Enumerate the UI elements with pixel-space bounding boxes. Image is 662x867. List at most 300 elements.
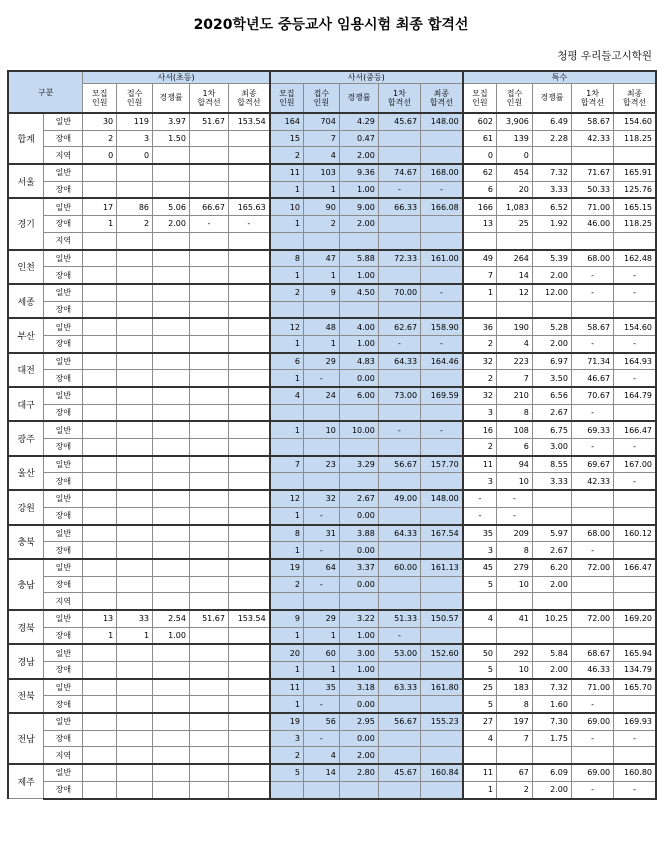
- table-cell: [189, 644, 228, 661]
- table-cell: [421, 730, 463, 747]
- table-cell: 125.76: [614, 181, 656, 198]
- table-cell: [228, 181, 269, 198]
- row-type: 장애: [44, 181, 83, 198]
- table-cell: 119: [117, 113, 153, 130]
- table-cell: [83, 781, 117, 798]
- table-row: [8, 318, 656, 335]
- table-cell: [83, 370, 117, 387]
- table-cell: 1.00: [339, 662, 378, 679]
- table-cell: 15: [270, 130, 304, 147]
- row-type: 일반: [44, 284, 83, 301]
- region-name: 충남: [8, 559, 44, 610]
- table-cell: 6.09: [532, 764, 571, 781]
- table-cell: 1: [270, 267, 304, 284]
- table-cell: 134.79: [614, 662, 656, 679]
- table-cell: 9.36: [339, 164, 378, 181]
- table-cell: [83, 747, 117, 764]
- page-title: 2020학년도 중등교사 임용시험 최종 합격선: [193, 17, 469, 33]
- table-cell: [117, 542, 153, 559]
- table-cell: 25: [497, 216, 533, 233]
- table-cell: [303, 439, 339, 456]
- table-cell: 56.67: [378, 456, 420, 473]
- table-cell: [189, 181, 228, 198]
- table-cell: [153, 644, 190, 661]
- table-cell: [421, 130, 463, 147]
- table-cell: 6.97: [532, 353, 571, 370]
- table-cell: [339, 781, 378, 798]
- table-cell: 67: [497, 764, 533, 781]
- table-cell: 10: [497, 662, 533, 679]
- table-cell: [153, 542, 190, 559]
- table-cell: 6.00: [339, 387, 378, 404]
- table-cell: 152.60: [421, 644, 463, 661]
- table-cell: [339, 473, 378, 490]
- table-cell: 2: [270, 147, 304, 164]
- table-cell: [532, 627, 571, 644]
- table-cell: 1: [303, 181, 339, 198]
- table-cell: [228, 679, 269, 696]
- table-cell: [117, 713, 153, 730]
- table-cell: [378, 696, 420, 713]
- table-row: [8, 353, 656, 370]
- table-cell: 153.54: [228, 610, 269, 627]
- table-cell: [153, 559, 190, 576]
- table-cell: [153, 250, 190, 267]
- header-col: 모집 인원: [83, 84, 117, 114]
- table-cell: [117, 370, 153, 387]
- table-cell: [117, 387, 153, 404]
- table-cell: 11: [270, 164, 304, 181]
- table-cell: -: [303, 576, 339, 593]
- table-row: [8, 662, 656, 679]
- table-cell: [153, 764, 190, 781]
- table-cell: 1: [270, 370, 304, 387]
- table-cell: 42.33: [571, 130, 613, 147]
- table-cell: [571, 301, 613, 318]
- table-cell: [189, 576, 228, 593]
- table-cell: [421, 696, 463, 713]
- table-cell: [421, 542, 463, 559]
- table-cell: [153, 301, 190, 318]
- table-cell: [532, 593, 571, 610]
- table-cell: 25: [463, 679, 497, 696]
- table-cell: [117, 679, 153, 696]
- table-cell: 2.00: [532, 335, 571, 352]
- table-cell: 13: [83, 610, 117, 627]
- table-cell: 0.00: [339, 576, 378, 593]
- table-cell: [117, 781, 153, 798]
- table-cell: [378, 576, 420, 593]
- table-cell: [189, 456, 228, 473]
- table-cell: 10: [303, 421, 339, 438]
- table-cell: [153, 696, 190, 713]
- table-cell: [497, 747, 533, 764]
- header-col: 최종 합격선: [614, 84, 656, 114]
- table-cell: [228, 267, 269, 284]
- table-row: [8, 610, 656, 627]
- table-cell: [117, 421, 153, 438]
- table-cell: [117, 662, 153, 679]
- row-type: 장애: [44, 627, 83, 644]
- table-cell: 14: [303, 764, 339, 781]
- table-cell: 3.22: [339, 610, 378, 627]
- table-cell: 1.75: [532, 730, 571, 747]
- table-cell: [83, 456, 117, 473]
- table-cell: 41: [497, 610, 533, 627]
- table-cell: [117, 525, 153, 542]
- region-name: 울산: [8, 456, 44, 490]
- table-cell: 5: [463, 662, 497, 679]
- table-cell: 6.20: [532, 559, 571, 576]
- table-cell: 71.00: [571, 198, 613, 215]
- table-cell: 7: [497, 370, 533, 387]
- table-cell: 5.28: [532, 318, 571, 335]
- table-cell: 50: [463, 644, 497, 661]
- table-cell: 3.00: [339, 644, 378, 661]
- table-cell: [571, 490, 613, 507]
- table-cell: [83, 559, 117, 576]
- table-cell: 148.00: [421, 113, 463, 130]
- table-cell: [303, 301, 339, 318]
- table-cell: [189, 387, 228, 404]
- table-cell: 2.67: [532, 542, 571, 559]
- table-cell: -: [378, 181, 420, 198]
- table-cell: [339, 439, 378, 456]
- table-cell: [614, 301, 656, 318]
- table-row: [8, 490, 656, 507]
- table-cell: 7.32: [532, 164, 571, 181]
- table-cell: 1: [270, 335, 304, 352]
- table-cell: [117, 644, 153, 661]
- row-type: 일반: [44, 610, 83, 627]
- table-cell: [339, 301, 378, 318]
- table-cell: 3: [270, 730, 304, 747]
- table-cell: 292: [497, 644, 533, 661]
- table-cell: 10: [497, 576, 533, 593]
- table-cell: 0.47: [339, 130, 378, 147]
- table-row: [8, 113, 656, 130]
- table-cell: [189, 301, 228, 318]
- table-cell: [117, 284, 153, 301]
- table-cell: 168.00: [421, 164, 463, 181]
- table-cell: [378, 781, 420, 798]
- row-type: 장애: [44, 335, 83, 352]
- table-cell: [153, 232, 190, 249]
- table-cell: 118.25: [614, 216, 656, 233]
- table-cell: 0: [463, 147, 497, 164]
- table-cell: 3.37: [339, 559, 378, 576]
- table-cell: 56: [303, 713, 339, 730]
- table-cell: [378, 593, 420, 610]
- table-row: [8, 713, 656, 730]
- table-row: [8, 216, 656, 233]
- table-cell: [614, 232, 656, 249]
- table-cell: [117, 507, 153, 524]
- table-cell: 139: [497, 130, 533, 147]
- header-col: 접수 인원: [303, 84, 339, 114]
- table-cell: 3.29: [339, 456, 378, 473]
- row-type: 장애: [44, 473, 83, 490]
- table-cell: 223: [497, 353, 533, 370]
- table-cell: [228, 130, 269, 147]
- table-cell: [228, 353, 269, 370]
- table-cell: [532, 507, 571, 524]
- region-name: 광주: [8, 421, 44, 455]
- table-cell: 46.33: [571, 662, 613, 679]
- table-cell: [339, 593, 378, 610]
- table-cell: [228, 644, 269, 661]
- table-cell: [497, 627, 533, 644]
- table-cell: 9: [303, 284, 339, 301]
- table-cell: 2: [117, 216, 153, 233]
- table-cell: 2.54: [153, 610, 190, 627]
- table-cell: [153, 387, 190, 404]
- table-cell: [117, 696, 153, 713]
- header-group-1: 사서(중등): [270, 71, 463, 84]
- table-cell: 1: [303, 662, 339, 679]
- table-cell: [421, 267, 463, 284]
- table-cell: [83, 318, 117, 335]
- table-cell: [117, 747, 153, 764]
- table-cell: [421, 747, 463, 764]
- table-cell: 1.50: [153, 130, 190, 147]
- table-cell: -: [303, 696, 339, 713]
- region-name: 제주: [8, 764, 44, 798]
- table-cell: 6: [497, 439, 533, 456]
- table-cell: 71.00: [571, 679, 613, 696]
- table-cell: 167.00: [614, 456, 656, 473]
- table-cell: 51.67: [189, 610, 228, 627]
- table-row: [8, 627, 656, 644]
- table-cell: 1.00: [339, 181, 378, 198]
- table-row: [8, 164, 656, 181]
- row-type: 일반: [44, 353, 83, 370]
- region-name: 경북: [8, 610, 44, 644]
- table-cell: 1: [270, 542, 304, 559]
- table-row: [8, 267, 656, 284]
- table-cell: [83, 679, 117, 696]
- table-cell: [189, 250, 228, 267]
- table-cell: [303, 404, 339, 421]
- table-cell: [117, 353, 153, 370]
- table-cell: 118.25: [614, 130, 656, 147]
- table-cell: [189, 627, 228, 644]
- table-cell: 0.00: [339, 507, 378, 524]
- table-cell: 4: [303, 147, 339, 164]
- table-cell: 12: [270, 490, 304, 507]
- table-cell: 162.48: [614, 250, 656, 267]
- table-cell: [83, 730, 117, 747]
- table-cell: 33: [117, 610, 153, 627]
- table-cell: 10: [497, 473, 533, 490]
- table-cell: 454: [497, 164, 533, 181]
- table-row: [8, 507, 656, 524]
- table-cell: [117, 456, 153, 473]
- table-cell: 2: [497, 781, 533, 798]
- table-cell: [117, 593, 153, 610]
- table-cell: 20: [497, 181, 533, 198]
- table-cell: [421, 627, 463, 644]
- table-cell: [153, 679, 190, 696]
- table-cell: 72.00: [571, 559, 613, 576]
- table-cell: [228, 404, 269, 421]
- table-cell: [421, 593, 463, 610]
- table-cell: [228, 370, 269, 387]
- table-cell: [228, 164, 269, 181]
- table-cell: [189, 335, 228, 352]
- table-cell: 157.70: [421, 456, 463, 473]
- table-cell: 8: [270, 250, 304, 267]
- header-gubun: 구분: [8, 71, 83, 113]
- table-cell: -: [189, 216, 228, 233]
- table-cell: [117, 181, 153, 198]
- table-cell: -: [571, 696, 613, 713]
- table-cell: 4: [463, 610, 497, 627]
- table-cell: [378, 216, 420, 233]
- header-col: 최종 합격선: [228, 84, 269, 114]
- table-cell: 27: [463, 713, 497, 730]
- row-type: 장애: [44, 730, 83, 747]
- table-cell: [421, 439, 463, 456]
- table-cell: 58.67: [571, 113, 613, 130]
- table-cell: 42.33: [571, 473, 613, 490]
- table-cell: [153, 473, 190, 490]
- table-cell: 161.80: [421, 679, 463, 696]
- table-cell: [189, 267, 228, 284]
- table-cell: [571, 593, 613, 610]
- row-type: 일반: [44, 421, 83, 438]
- table-cell: 5.39: [532, 250, 571, 267]
- table-cell: [189, 696, 228, 713]
- table-cell: [117, 335, 153, 352]
- row-type: 장애: [44, 662, 83, 679]
- table-cell: 1: [270, 662, 304, 679]
- table-cell: -: [571, 267, 613, 284]
- table-cell: [189, 781, 228, 798]
- table-cell: [421, 473, 463, 490]
- table-cell: 4: [463, 730, 497, 747]
- table-cell: 2.00: [532, 781, 571, 798]
- table-cell: 1: [270, 181, 304, 198]
- row-type: 지역: [44, 232, 83, 249]
- table-cell: 0.00: [339, 542, 378, 559]
- table-row: [8, 147, 656, 164]
- row-type: 지역: [44, 593, 83, 610]
- table-cell: [228, 250, 269, 267]
- table-cell: [153, 730, 190, 747]
- table-cell: [378, 439, 420, 456]
- table-cell: -: [571, 284, 613, 301]
- table-row: [8, 559, 656, 576]
- header-group-0: 사서(초등): [83, 71, 270, 84]
- table-row: [8, 764, 656, 781]
- table-cell: [153, 662, 190, 679]
- table-cell: 164.46: [421, 353, 463, 370]
- table-cell: 46.67: [571, 370, 613, 387]
- table-cell: [270, 301, 304, 318]
- table-cell: 3: [463, 542, 497, 559]
- table-cell: -: [571, 542, 613, 559]
- table-cell: [378, 747, 420, 764]
- table-cell: 3.50: [532, 370, 571, 387]
- table-row: [8, 181, 656, 198]
- table-cell: [614, 542, 656, 559]
- table-cell: [189, 318, 228, 335]
- table-cell: [303, 593, 339, 610]
- table-cell: [189, 353, 228, 370]
- table-cell: 2.80: [339, 764, 378, 781]
- table-cell: 161.00: [421, 250, 463, 267]
- results-table: [7, 70, 657, 800]
- table-cell: [83, 335, 117, 352]
- table-cell: [228, 421, 269, 438]
- table-cell: 12: [270, 318, 304, 335]
- table-cell: 71.67: [571, 164, 613, 181]
- table-cell: [189, 404, 228, 421]
- table-cell: 2.00: [153, 216, 190, 233]
- table-cell: 8.55: [532, 456, 571, 473]
- table-cell: 1.00: [339, 267, 378, 284]
- table-row: [8, 284, 656, 301]
- table-cell: 1.00: [153, 627, 190, 644]
- table-cell: 0.00: [339, 696, 378, 713]
- row-type: 일반: [44, 456, 83, 473]
- table-cell: 71.34: [571, 353, 613, 370]
- table-cell: 1: [83, 627, 117, 644]
- table-cell: [153, 335, 190, 352]
- table-cell: 0: [117, 147, 153, 164]
- table-cell: 24: [303, 387, 339, 404]
- table-cell: 154.60: [614, 113, 656, 130]
- table-cell: [614, 490, 656, 507]
- table-cell: 20: [270, 644, 304, 661]
- table-cell: 2.67: [532, 404, 571, 421]
- table-cell: 4: [497, 335, 533, 352]
- header-col: 경쟁률: [532, 84, 571, 114]
- table-cell: 209: [497, 525, 533, 542]
- table-cell: 1: [303, 627, 339, 644]
- row-type: 일반: [44, 198, 83, 215]
- table-cell: [378, 404, 420, 421]
- region-name: 인천: [8, 250, 44, 284]
- table-cell: 9.00: [339, 198, 378, 215]
- table-cell: 68.00: [571, 525, 613, 542]
- table-cell: [189, 713, 228, 730]
- row-type: 일반: [44, 387, 83, 404]
- table-cell: [421, 781, 463, 798]
- table-cell: 190: [497, 318, 533, 335]
- table-cell: [153, 181, 190, 198]
- table-cell: 11: [270, 679, 304, 696]
- table-cell: 4.29: [339, 113, 378, 130]
- table-cell: [83, 250, 117, 267]
- table-cell: [117, 301, 153, 318]
- table-cell: 3.97: [153, 113, 190, 130]
- table-cell: 11: [463, 764, 497, 781]
- table-cell: [378, 370, 420, 387]
- table-row: [8, 576, 656, 593]
- table-cell: 35: [303, 679, 339, 696]
- table-cell: 5.06: [153, 198, 190, 215]
- table-cell: [153, 439, 190, 456]
- table-cell: 164.79: [614, 387, 656, 404]
- table-row: [8, 473, 656, 490]
- row-type: 장애: [44, 781, 83, 798]
- table-cell: 164: [270, 113, 304, 130]
- table-cell: [571, 232, 613, 249]
- table-cell: [614, 747, 656, 764]
- table-cell: [117, 576, 153, 593]
